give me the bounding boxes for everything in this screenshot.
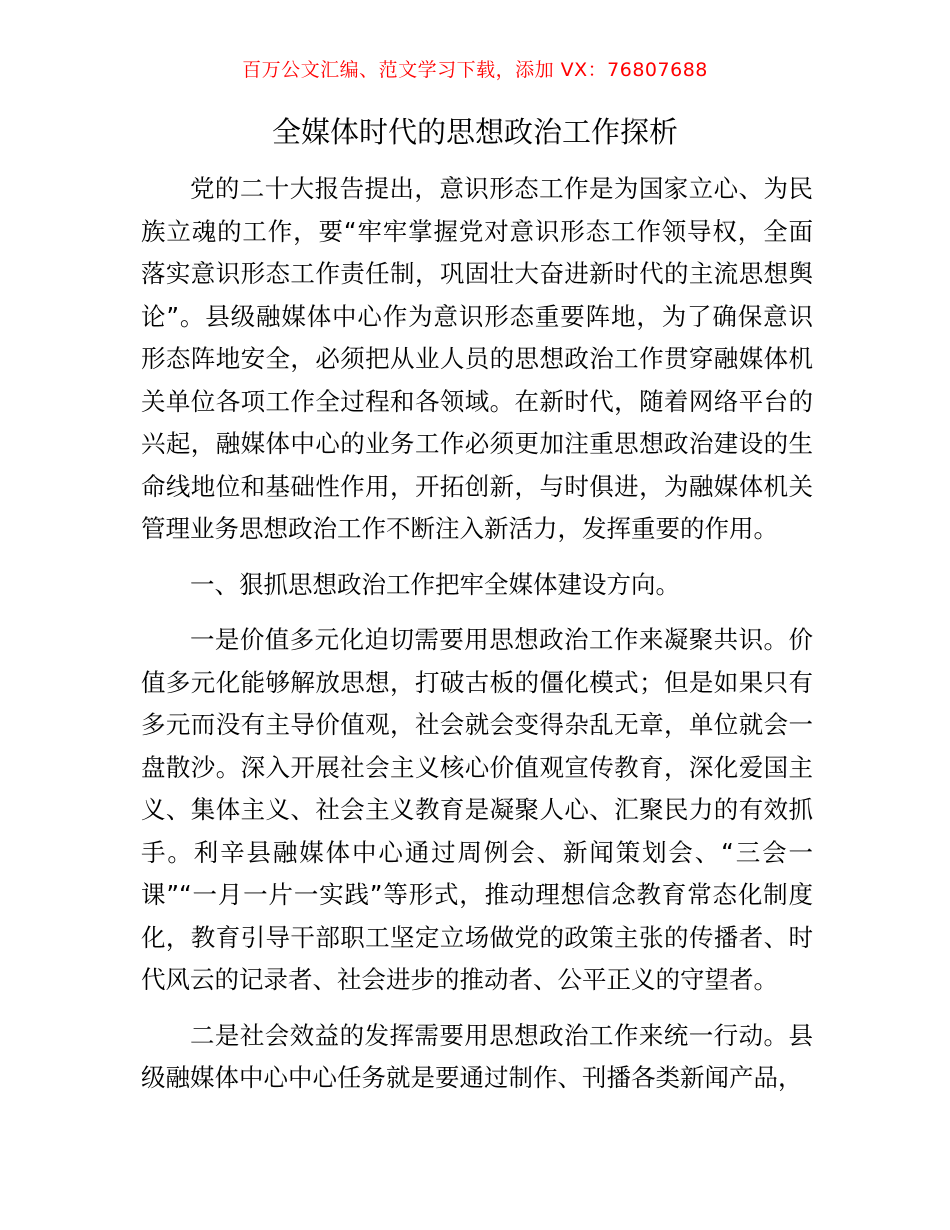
document-title: 全媒体时代的思想政治工作探析 — [271, 115, 678, 149]
paragraph-intro: 党的二十大报告提出，意识形态工作是为国家立心、为民族立魂的工作，要“牢牢掌握党对意识形态工作领导权，全面落实意识形态工作责任制，巩固壮大奋进新时代的主流思想舆论”。县级融媒体中心作为意识形态重要阵地，为了确保意识形态阵地安全，必须把从业人员的思想政治工作贯穿融媒体机关单位各项工作全过程和各领域。在新时代，随着网络平台的兴起，融媒体中心的业务工作必须更加注重思想政治建设的生命线地位和基础性作用，开拓创新，与时俱进，为融媒体机关管理业务思想政治工作不断注入新活力，发挥重要的作用。 — [141, 174, 813, 543]
header-watermark-note: 百万公文汇编、范文学习下载，添加 VX：76807688 — [242, 59, 708, 81]
paragraph-point-2: 二是社会效益的发挥需要用思想政治工作来统一行动。县级融媒体中心中心任务就是要通过制作、刊播各类新闻产品， — [141, 1020, 813, 1092]
document-body — [141, 168, 813, 1100]
paragraph-point-1: 一是价值多元化迫切需要用思想政治工作来凝聚共识。价值多元化能够解放思想，打破古板的僵化模式；但是如果只有多元而没有主导价值观，社会就会变得杂乱无章，单位就会一盘散沙。深入开展社会主义核心价值观宣传教育，深化爱国主义、集体主义、社会主义教育是凝聚人心、汇聚民力的有效抓手。利辛县融媒体中心通过周例会、新闻策划会、“三会一课”“一月一片一实践”等形式，推动理想信念教育常态化制度化，教育引导干部职工坚定立场做党的政策主张的传播者、时代风云的记录者、社会进步的推动者、公平正义的守望者。 — [141, 625, 813, 994]
section-heading-1: 一、狠抓思想政治工作把牢全媒体建设方向。 — [190, 569, 680, 599]
